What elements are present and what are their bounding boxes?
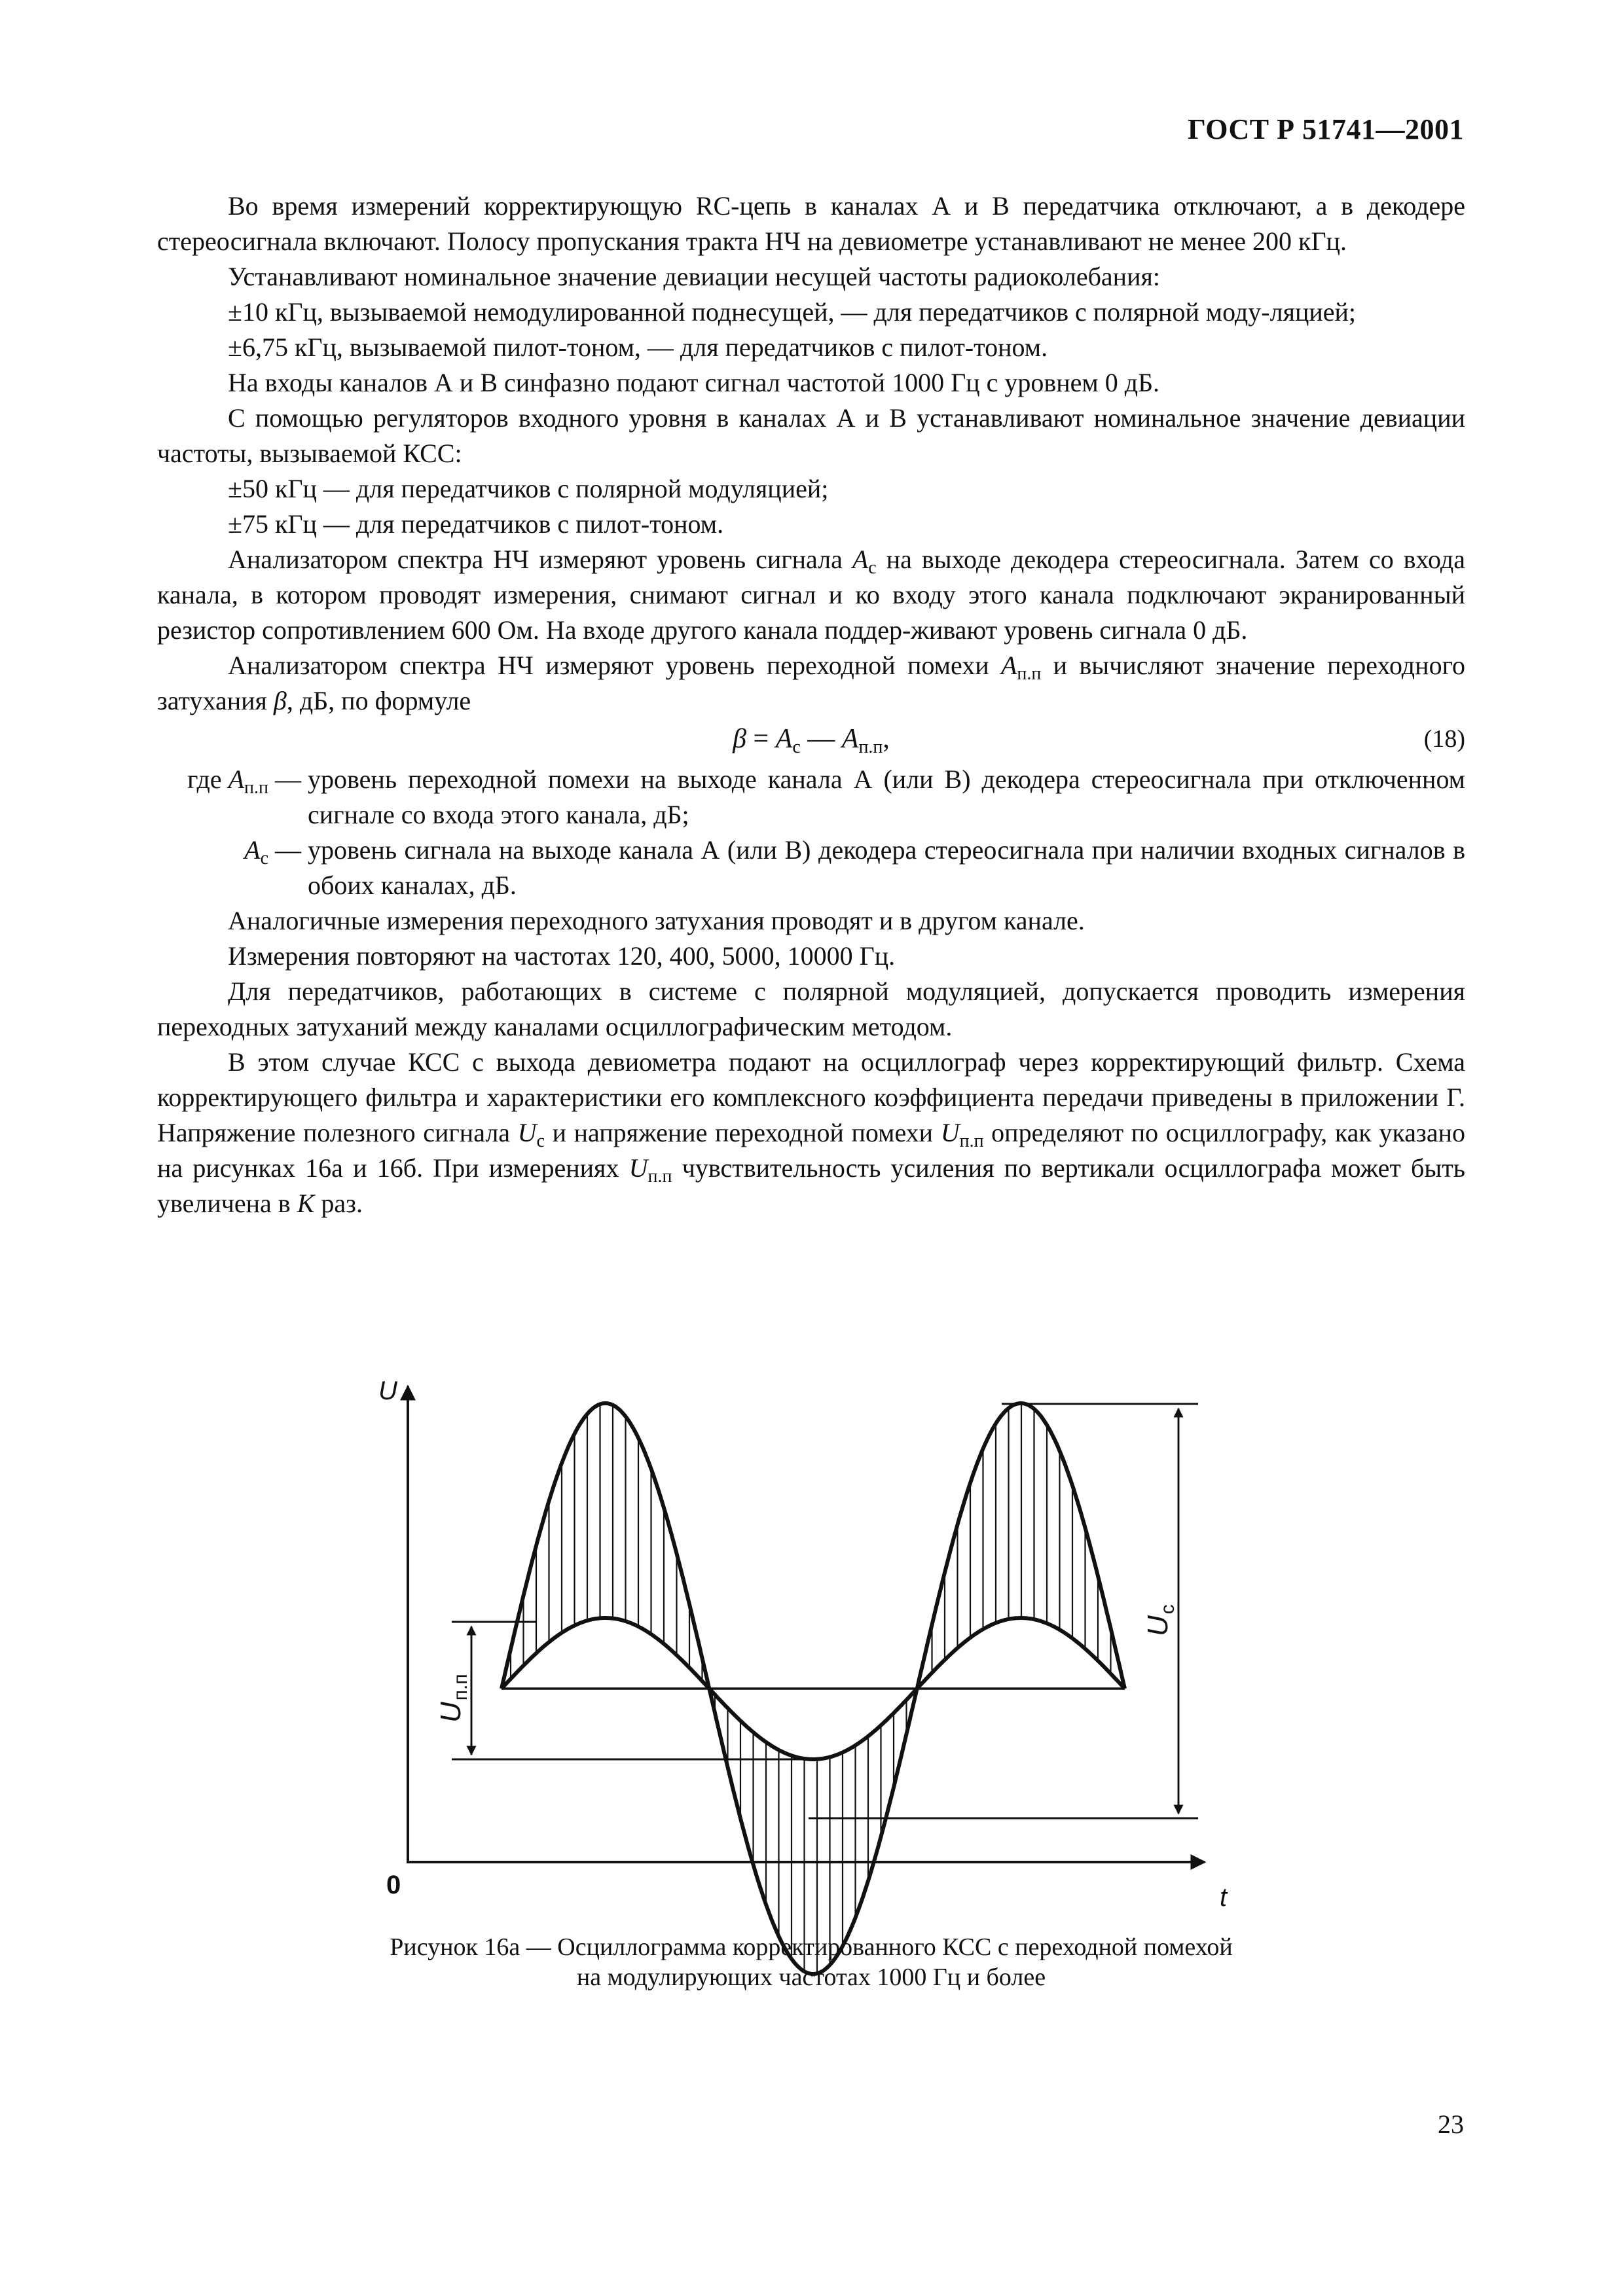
formula-punct: , [883,724,890,754]
symbol-u: U [517,1118,537,1147]
definition-text: уровень переходной помехи на выходе канала А (или В) декодера стереосигнала при отключенном сигнале со входа этого канала, дБ; [308,764,1465,829]
subscript: п.п [1017,664,1042,684]
formula-number: (18) [1423,725,1465,753]
symbol-u: U [940,1118,960,1147]
symbol-a: A [244,835,261,865]
text-run: — [268,764,301,794]
uc-label [1142,1604,1178,1636]
symbol-beta: β [733,724,746,754]
text-run: , дБ, по формуле [286,686,471,715]
text-run: Анализатором спектра НЧ измеряют уровень переходной помехи [228,651,1001,680]
symbol-beta: β [273,686,287,715]
text-run: и напряжение переходной помехи [544,1118,941,1147]
paragraph: Для передатчиков, работающих в системе с полярной модуляцией, допускается проводить измерения переходных затуханий между каналами осциллографическим методом. [157,977,1465,1041]
text-run: Анализатором спектра НЧ измеряют уровень сигнала [228,545,852,574]
caption-line: на модулирующих частотах 1000 Гц и более [576,1964,1046,1991]
subscript: п.п [858,737,883,757]
uc-letter: U [1142,1615,1174,1636]
subscript: п.п [647,1166,672,1187]
text-run: и вычисляют значение переходного затухания [157,651,1465,715]
subscript: с [792,737,801,757]
caption-line: Рисунок 16а — Осциллограмма корректированного КСС с переходной помехой [390,1933,1233,1961]
subscript: с [536,1131,545,1151]
document-header: ГОСТ Р 51741—2001 [1187,113,1464,145]
uc-subscript: с [1157,1604,1178,1615]
paragraph: Измерения повторяют на частотах 120, 400, 5000, 10000 Гц. [228,941,896,971]
svg-text:Uс [1142,1604,1178,1636]
paragraph: Аналогичные измерения переходного затухания проводят и в другом канале. [228,906,1085,935]
upp-subscript: п.п [450,1674,471,1701]
paragraph: ±6,75 кГц, вызываемой пилот-тоном, — для передатчиков с пилот-тоном. [228,332,1048,362]
y-axis-label: U [378,1376,397,1405]
x-axis-label: t [1220,1883,1228,1912]
formula-operator: = [746,724,776,754]
page-number: 23 [1438,2109,1464,2139]
svg-text:Uп.п [435,1674,471,1723]
symbol-k: K [297,1189,315,1218]
subscript: с [868,558,877,578]
text-run: В этом случае КСС с выхода девиометра подают на осциллограф через корректирующий фильтр. Схема корректирующего фильтра и характеристики его комплексного коэффициента передачи приведены в приложении Г. Напряжение полезного сигнала [157,1047,1465,1147]
symbol-a: A [852,545,869,574]
paragraph: Во время измерений корректирующую RC-цепь в каналах А и В передатчика отключают, а в декодере стереосигнала включают. Полосу пропускания тракта НЧ на девиометре устанавливают не менее 200 кГц. [157,191,1465,256]
symbol-a: A [228,764,245,794]
subscript: п.п [959,1131,984,1151]
figure-caption [157,1932,1465,1992]
definition-text: уровень сигнала на выходе канала А (или В) декодера стереосигнала при наличии входных сигналов в обоих каналах, дБ. [308,835,1465,900]
text-run: определяют по осциллографу, как указано на рисунках 16а и 16б. При измерениях [157,1118,1466,1183]
upp-label [435,1674,471,1723]
symbol-a: A [841,724,859,754]
text-run: раз. [314,1189,363,1218]
text-run: чувствительность усиления по вертикали осциллографа может быть увеличена в [157,1153,1465,1218]
subscript: с [260,848,268,869]
paragraph: С помощью регуляторов входного уровня в каналах А и В устанавливают номинальное значение девиации частоты, вызываемой КСС: [157,403,1465,468]
paragraph: Устанавливают номинальное значение девиации несущей частоты радиоколебания: [228,262,1161,291]
origin-label: 0 [386,1871,401,1899]
paragraph: ±50 кГц — для передатчиков с полярной модуляцией; [228,474,829,503]
text-run: на выходе декодера стереосигнала. Затем со входа канала, в котором проводят измерения, снимают сигнал и ко входу этого канала подключают экранированный резистор сопротивлением 600 Ом. На входе другого канала поддер-живают уровень сигнала 0 дБ. [157,545,1465,645]
upp-letter: U [435,1702,467,1723]
text-run: — [268,835,301,865]
paragraph: На входы каналов А и В синфазно подают сигнал частотой 1000 Гц с уровнем 0 дБ. [228,368,1160,397]
paragraph: ±75 кГц — для передатчиков с пилот-тоном. [228,509,724,539]
symbol-a: A [775,724,793,754]
paragraph: ±10 кГц, вызываемой немодулированной поднесущей, — для передатчиков с полярной моду-ляцией; [228,297,1357,327]
text-run: где [187,764,228,794]
subscript: п.п [244,778,268,798]
symbol-a: A [1000,651,1017,680]
formula-operator: — [800,724,842,754]
symbol-u: U [629,1153,648,1183]
